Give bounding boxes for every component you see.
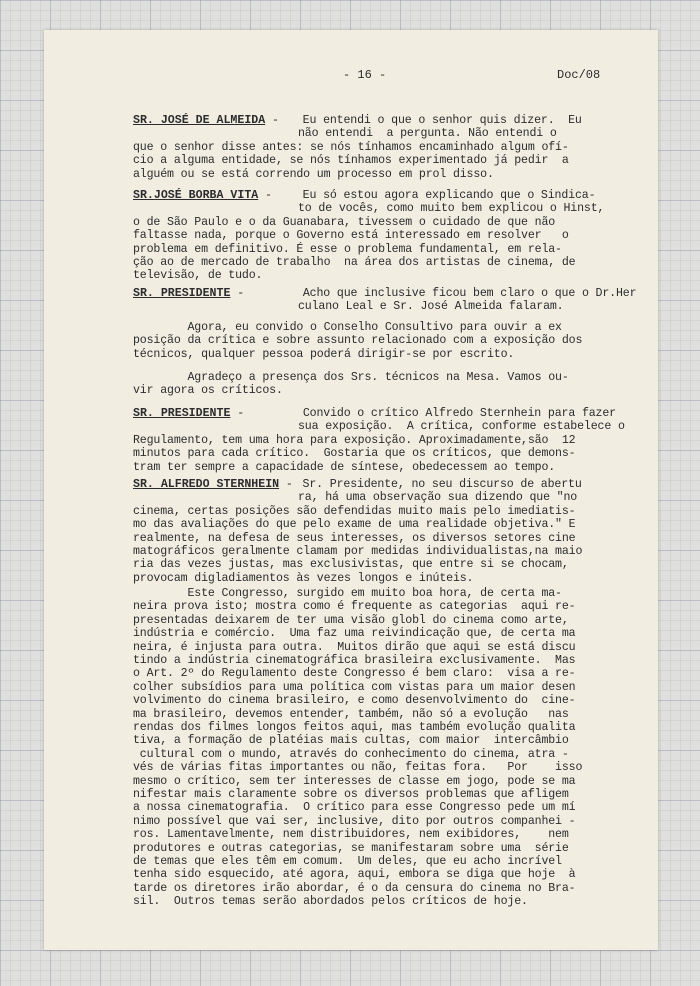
speaker-name: SR. PRESIDENTE — [133, 287, 231, 300]
text-line: técnicos, qualquer pessoa poderá dirigir-se por escrito. — [133, 347, 515, 361]
text-line: minutos para cada crítico. Gostaria que os críticos, que demons- — [133, 447, 576, 461]
text-line: neira prova isto; mostra como é frequente as categorias aqui re- — [133, 600, 576, 614]
text-line: que o senhor disse antes: se nós tínhamos encaminhado algum ofí- — [133, 140, 569, 154]
text-line: o de São Paulo e o da Guanabara, tivessem o cuidado de que não — [133, 215, 556, 229]
text-line: de temas que eles têm em comum. Um deles, que eu acho incrível — [133, 855, 562, 868]
text-line: tram ter sempre a capacidade de síntese, obedecessem ao tempo. — [133, 460, 556, 474]
text-line: tiva, a formação de platéias mais cultas, com maior intercâmbio — [133, 734, 569, 748]
text-line: SR. PRESIDENTE - Acho que inclusive ficou bem claro o que o Dr.Her — [133, 287, 637, 300]
text-line: tarde os diretores irão abordar, é o da censura do cinema no Bra- — [133, 881, 576, 895]
text-line: cio a alguma entidade, se nós tínhamos experimentado já pedir a — [133, 154, 569, 168]
page-number: - 16 - — [343, 68, 387, 82]
text-line: posição da crítica e sobre assunto relacionado com a exposição dos — [133, 334, 583, 348]
text-line: não entendi a pergunta. Não entendi o — [298, 127, 557, 141]
text-line: Agradeço a presença dos Srs. técnicos na Mesa. Vamos ou- — [133, 371, 569, 384]
text-line: to de vocês, como muito bem explicou o Hinst, — [298, 202, 605, 216]
text-line: produtores e outras categorias, se manifestaram sobre uma série — [133, 841, 569, 855]
text-line: cinema, certas posições são defendidas muito mais pelo imediatis- — [133, 504, 576, 518]
speaker-name: SR. ALFREDO STERNHEIN — [133, 478, 280, 491]
text-line: Regulamento, tem uma hora para exposição. Aproximadamente,são 12 — [133, 433, 576, 447]
text-line: alguém ou se está correndo um processo em prol disso. — [133, 167, 494, 181]
text-line: Este Congresso, surgido em muito boa hora, de certa ma- — [133, 587, 562, 600]
text-line: sua exposição. A crítica, conforme estabelece o — [298, 420, 625, 434]
text-line: problema em definitivo. É esse o problema fundamental, em rela- — [133, 242, 562, 256]
text-line: indústria e comércio. Uma faz uma reivindicação que, de certa ma — [133, 627, 576, 641]
speaker-name: SR.JOSÉ BORBA VITA — [133, 189, 259, 202]
text-line: faltasse nada, porque o Governo está interessado em resolver o — [133, 229, 569, 243]
text-line: SR.JOSÉ BORBA VITA - Eu só estou agora explicando que o Sindica- — [133, 189, 596, 202]
text-line: o Art. 2º do Regulamento deste Congresso é bem claro: visa a re- — [133, 667, 576, 681]
text-line: vés de várias fitas importantes ou não, feitas fora. Por isso — [133, 761, 583, 775]
text-line: cultural com o mundo, através do conhecimento do cinema, atra - — [133, 747, 569, 761]
text-line: ria das vezes justas, mas exclusivistas, que entre si se chocam, — [133, 558, 569, 572]
text-line: ros. Lamentavelmente, nem distribuidores, nem exibidores, nem — [133, 828, 569, 842]
text-line: vir agora os críticos. — [133, 384, 283, 398]
text-line: presentadas deixarem de ter uma visão globl do cinema como arte, — [133, 613, 569, 627]
text-line: a nossa cinematografia. O crítico para esse Congresso pede um mí — [133, 801, 576, 815]
text-line: colher subsídios para uma política com vistas para um maior desen — [133, 680, 576, 694]
doc-reference: Doc/08 — [557, 68, 601, 82]
text-line: volvimento do cinema brasileiro, e como desenvolvimento do cine- — [133, 694, 576, 708]
text-line: matográficos geralmente clamam por medidas individualistas,na maio — [133, 545, 583, 558]
text-line: tenha sido esquecido, até agora, aqui, embora se diga que hoje à — [133, 868, 576, 882]
text-line: nimo possível que vai ser, inclusive, dito por outros companhei - — [133, 814, 576, 828]
text-line: rendas dos filmes longos feitos aqui, mas também evolução qualita — [133, 721, 576, 734]
text-line: tindo a indústria cinematográfica brasileira exclusivamente. Mas — [133, 654, 576, 667]
text-line: culano Leal e Sr. José Almeida falaram. — [298, 300, 564, 314]
text-line: SR. ALFREDO STERNHEIN - Sr. Presidente, no seu discurso de abertu — [133, 478, 582, 491]
speaker-name: SR. JOSÉ DE ALMEIDA — [133, 114, 266, 127]
text-line: provocam digladiamentos às vezes longos e inúteis. — [133, 571, 474, 585]
speaker-name: SR. PRESIDENTE — [133, 407, 231, 420]
text-line: Agora, eu convido o Conselho Consultivo para ouvir a ex — [133, 321, 562, 334]
text-line: ra, há uma observação sua dizendo que "no — [298, 491, 578, 505]
text-line: SR. JOSÉ DE ALMEIDA - Eu entendi o que o senhor quis dizer. Eu — [133, 114, 582, 127]
text-line: realmente, na defesa de seus interesses, os diversos setores cine — [133, 531, 576, 545]
text-line: ção ao de mercado de trabalho na área dos artistas de cinema, de — [133, 256, 576, 269]
text-line: mo das avaliações do que pelo exame de uma realidade objetiva." E — [133, 518, 576, 532]
text-line: nifestar mais claramente sobre os diversos problemas que afligem — [133, 788, 569, 801]
text-line: SR. PRESIDENTE - Convido o crítico Alfredo Sternhein para fazer — [133, 407, 616, 420]
text-line: neira, é injusta para outra. Muitos dirão que aqui se está discu — [133, 640, 576, 654]
text-line: ma brasileiro, devemos entender, também, não só a evolução nas — [133, 707, 569, 721]
text-line: sil. Outros temas serão abordados pelos críticos de hoje. — [133, 895, 528, 909]
text-line: mesmo o crítico, sem ter interesses de classe em jogo, pode se ma — [133, 774, 576, 788]
text-line: televisão, de tudo. — [133, 269, 263, 283]
